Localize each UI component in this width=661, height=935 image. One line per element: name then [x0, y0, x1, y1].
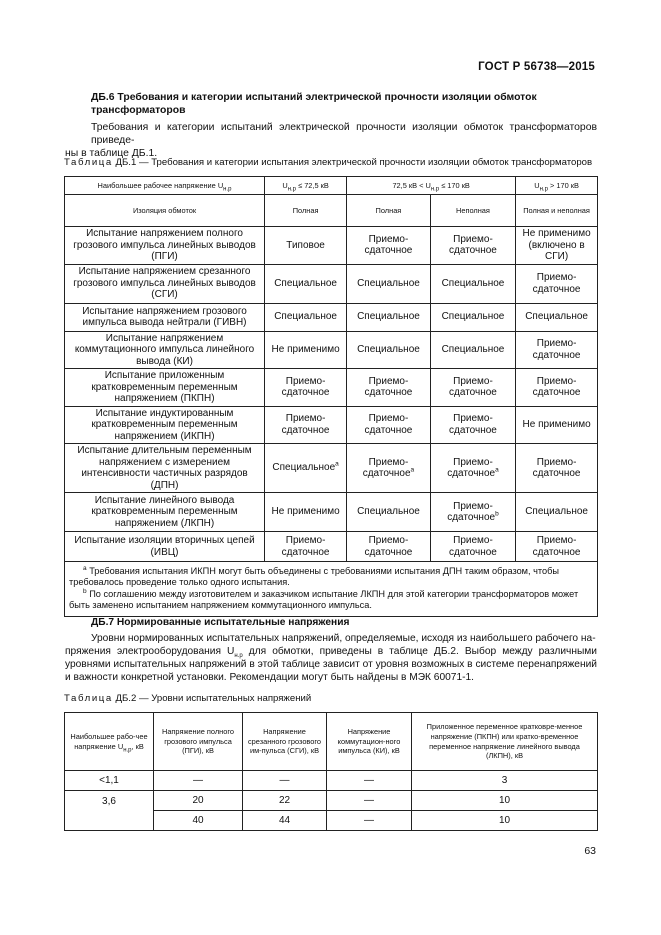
t2-h-sgi: Напряжение срезанного грозового им-пульса (СГИ), кВ	[243, 713, 327, 771]
t2-cell-sgi: 22	[243, 791, 327, 811]
t1-cell-c: Специальное	[430, 303, 515, 331]
t1-cell-a: Специальное$^a$	[265, 444, 347, 493]
t1-h-insulation: Изоляция обмоток	[65, 195, 265, 227]
t2-cell-sgi: 44	[243, 811, 327, 831]
table-2-body	[65, 771, 598, 831]
t1-cell-d: Специальное	[516, 303, 598, 331]
t1-cell-name: Испытание напряжением срезанного грозового импульса линейных выводов (СГИ)	[65, 264, 265, 303]
t2-h-pkpn: Приложенное переменное кратковре-менное напряжение (ПКПН) или кратко-временное переменное напряжение линейного вывода (ЛКПН), кВ	[412, 713, 598, 771]
t1-cell-c: Приемо-сдаточное$^a$	[430, 444, 515, 493]
t1-cell-c: Специальное	[430, 331, 515, 369]
t1-h-full-partial: Полная и неполная	[516, 195, 598, 227]
t1-cell-d: Приемо-сдаточное	[516, 369, 598, 407]
table-1-body	[65, 227, 598, 562]
table-row	[65, 406, 598, 444]
t1-cell-name: Испытание длительным переменным напряжением с измерением интенсивности частичных разрядов (ДПН)	[65, 444, 265, 493]
table-row	[65, 444, 598, 493]
t2-h-max-voltage: Наибольшее рабо-чее напряжение $U_{н.р}$, кВ	[65, 713, 154, 771]
note-a: $^a$ Требования испытания ИКПН могут быть объединены с требованиями испытания ДПН таким образом, чтобы требовалось проведение только одного испытания.	[69, 564, 559, 588]
table-row	[65, 264, 598, 303]
t2-cell-pgi: 20	[154, 791, 243, 811]
t1-cell-name: Испытание напряжением грозового импульса вывода нейтрали (ГИВН)	[65, 303, 265, 331]
section-6-title: ДБ.6 Требования и категории испытаний электрической прочности изоляции обмоток трансформаторов	[91, 92, 537, 116]
t1-cell-a: Приемо-сдаточное	[265, 532, 347, 562]
t1-cell-c: Приемо-сдаточное	[430, 532, 515, 562]
table-1-caption	[64, 157, 592, 168]
t1-cell-b: Приемо-сдаточное	[347, 406, 431, 444]
t1-cell-c: Специальное	[430, 264, 515, 303]
t2-cell-ki: —	[327, 791, 412, 811]
t1-h-max-voltage: Наибольшее рабочее напряжение $U_{н.р}$	[65, 177, 265, 195]
t2-cell-u: <1,1	[65, 771, 154, 791]
section-6-line-2: ны в таблице ДБ.1.	[65, 148, 158, 159]
t2-cell-ki: —	[327, 811, 412, 831]
t1-cell-name: Испытание приложенным кратковременным переменным напряжением (ПКПН)	[65, 369, 265, 407]
t2-cell-sgi: —	[243, 771, 327, 791]
t1-cell-a: Приемо-сдаточное	[265, 406, 347, 444]
table-1-notes	[65, 562, 598, 617]
section-7-continuation: пряжения электрооборудования $U_{н.р}$ для обмотки, приведены в таблице ДБ.2. Выбор между различными уровнями испытательных напряжений в этой таблице зависит от уровня возможных в системе перенапряжений и важности конкретной установки. Рекомендации могут быть найдены в МЭК 60071-1.	[65, 646, 598, 683]
t1-cell-d: Не применимо (включено в СГИ)	[516, 227, 598, 265]
table-row	[65, 331, 598, 369]
t2-cell-pkpn: 3	[412, 771, 598, 791]
t1-h-full-2: Полная	[347, 195, 431, 227]
table-db1	[64, 176, 598, 617]
table-1-caption-label: Таблица	[64, 157, 113, 168]
t1-cell-d: Приемо-сдаточное	[516, 444, 598, 493]
t1-cell-b: Специальное	[347, 331, 431, 369]
t2-cell-pgi: —	[154, 771, 243, 791]
section-6-line-1: Требования и категории испытаний электрической прочности изоляции обмоток трансформаторов приведе-	[91, 122, 597, 146]
t1-cell-d: Специальное	[516, 493, 598, 532]
t1-h-range-3: $U_{н.р} > 170$ кВ	[516, 177, 598, 195]
table-2-caption-label: Таблица	[64, 693, 113, 704]
t1-h-range-2: 72,5 кВ < $U_{н.р} \le 170$ кВ	[347, 177, 516, 195]
t2-cell-pkpn: 10	[412, 811, 598, 831]
section-7-text	[65, 632, 598, 684]
table-1-header-row-2	[65, 195, 598, 227]
note-b: $^b$ По соглашению между изготовителем и заказчиком испытание ЛКПН для этой категории трансформаторов может быть заменено испытанием напряжением коммутационного импульса.	[69, 587, 579, 611]
t1-cell-name: Испытание изоляции вторичных цепей (ИВЦ)	[65, 532, 265, 562]
table-row	[65, 227, 598, 265]
table-1-caption-text: ДБ.1 — Требования и категории испытания электрической прочности изоляции обмоток трансформаторов	[115, 157, 593, 168]
t1-cell-a: Не применимо	[265, 331, 347, 369]
t1-cell-c: Приемо-сдаточное	[430, 227, 515, 265]
t1-cell-b: Приемо-сдаточное	[347, 227, 431, 265]
table-2-caption	[64, 693, 311, 704]
t2-h-ki: Напряжение коммутацион-ного импульса (КИ), кВ	[327, 713, 412, 771]
t1-cell-a: Приемо-сдаточное	[265, 369, 347, 407]
table-row	[65, 303, 598, 331]
t2-cell-pgi: 40	[154, 811, 243, 831]
t1-cell-c: Приемо-сдаточное	[430, 369, 515, 407]
t1-h-full-1: Полная	[265, 195, 347, 227]
t1-cell-name: Испытание индуктированным кратковременным переменным напряжением (ИКПН)	[65, 406, 265, 444]
t1-cell-b: Специальное	[347, 303, 431, 331]
t1-h-range-1: $U_{н.р} \le 72,5$ кВ	[265, 177, 347, 195]
t1-cell-d: Не применимо	[516, 406, 598, 444]
t1-cell-c: Приемо-сдаточное$^b$	[430, 493, 515, 532]
t1-cell-d: Приемо-сдаточное	[516, 532, 598, 562]
table-row	[65, 493, 598, 532]
t2-cell-pkpn: 10	[412, 791, 598, 811]
t1-cell-name: Испытание напряжением коммутационного импульса линейного вывода (КИ)	[65, 331, 265, 369]
t1-cell-b: Приемо-сдаточное$^a$	[347, 444, 431, 493]
t1-cell-b: Специальное	[347, 264, 431, 303]
table-2-caption-text: ДБ.2 — Уровни испытательных напряжений	[115, 693, 312, 704]
t1-notes-cell	[65, 562, 598, 617]
t2-cell-ki: —	[327, 771, 412, 791]
section-6-text	[65, 121, 597, 160]
page-number: 63	[584, 845, 596, 857]
t2-h-pgi: Напряжение полного грозового импульса (ПГИ), кВ	[154, 713, 243, 771]
t1-cell-b: Специальное	[347, 493, 431, 532]
t1-cell-a: Не применимо	[265, 493, 347, 532]
t1-cell-d: Приемо-сдаточное	[516, 331, 598, 369]
t1-cell-a: Специальное	[265, 264, 347, 303]
table-row	[65, 771, 598, 791]
table-row	[65, 791, 598, 811]
t1-cell-a: Типовое	[265, 227, 347, 265]
t1-cell-d: Приемо-сдаточное	[516, 264, 598, 303]
t1-cell-name: Испытание напряжением полного грозового импульса линейных выводов (ПГИ)	[65, 227, 265, 265]
t1-h-partial: Неполная	[430, 195, 515, 227]
t1-cell-a: Специальное	[265, 303, 347, 331]
t1-cell-c: Приемо-сдаточное	[430, 406, 515, 444]
table-row	[65, 369, 598, 407]
t1-cell-b: Приемо-сдаточное	[347, 532, 431, 562]
table-db2	[64, 712, 598, 831]
table-1-header-row-1	[65, 177, 598, 195]
table-row	[65, 532, 598, 562]
t2-cell-u: 3,6	[65, 791, 154, 831]
table-2-header-row	[65, 713, 598, 771]
section-7-line-1: Уровни нормированных испытательных напряжений, определяемые, исходя из наибольшего рабочего на-	[91, 633, 596, 644]
section-7-title: ДБ.7 Нормированные испытательные напряжения	[91, 617, 350, 628]
standard-number: ГОСТ Р 56738—2015	[478, 61, 595, 73]
t1-cell-name: Испытание линейного вывода кратковременным переменным напряжением (ЛКПН)	[65, 493, 265, 532]
t1-cell-b: Приемо-сдаточное	[347, 369, 431, 407]
